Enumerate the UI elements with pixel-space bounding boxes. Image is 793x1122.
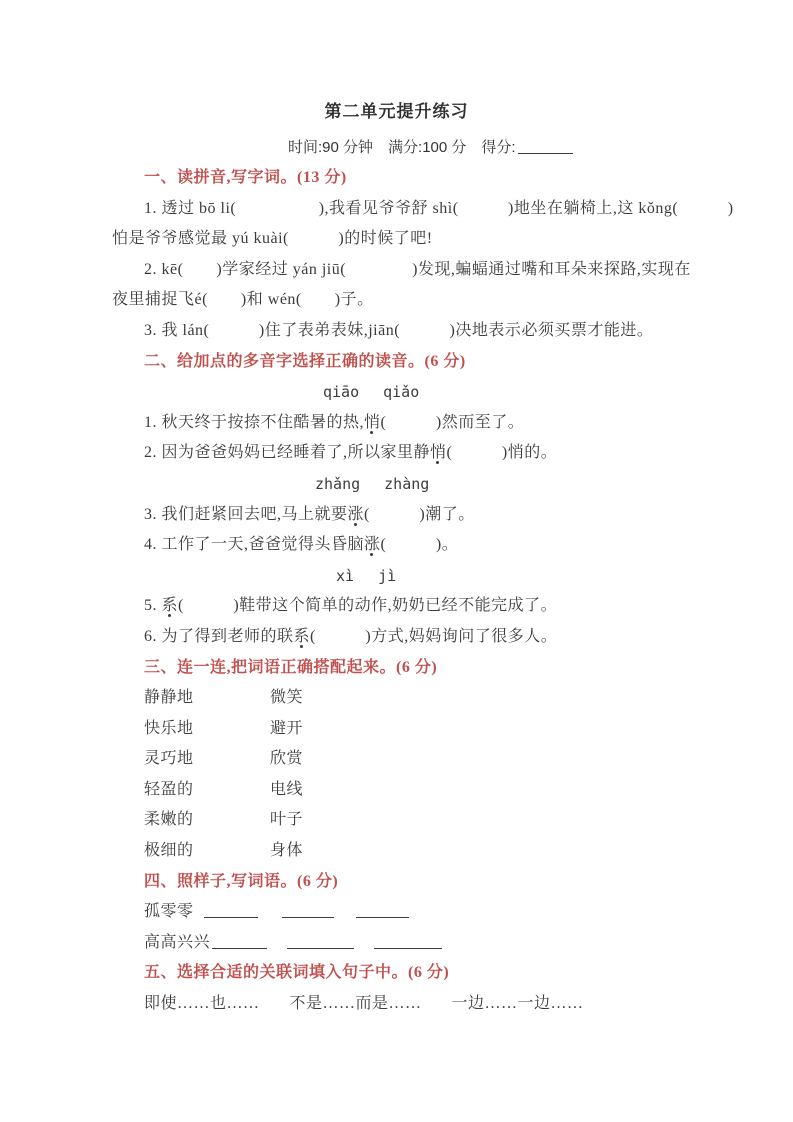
section-2-question-6 — [0, 622, 793, 653]
section-3-heading: 三、连一连,把词语正确搭配起来。(6 分) — [144, 658, 438, 676]
match-right-word: 身体 — [270, 842, 304, 860]
section-2-question-4 — [0, 530, 793, 561]
match-pair-row — [0, 836, 793, 867]
section-2-question-5 — [0, 591, 793, 622]
pinyin-option: qiǎo — [383, 383, 420, 402]
section-5-heading: 五、选择合适的关联词填入句子中。(6 分) — [144, 964, 450, 982]
pinyin-hint-row-1 — [0, 377, 793, 408]
question-text: ( )潮了。 — [364, 505, 475, 523]
word-example-row — [0, 897, 793, 928]
pinyin-hint-row-2 — [0, 469, 793, 500]
section-1-question-3: 3. 我 lán( )住了表弟表妹,jiān( )决地表示必须买票才能进。 — [144, 321, 654, 339]
dotted-char: 系 — [293, 627, 311, 645]
pinyin-option: qiāo — [323, 383, 360, 402]
conjunction-option: 即使……也…… — [144, 995, 260, 1013]
pinyin-option: zhàng — [384, 474, 430, 493]
answer-blank — [204, 901, 258, 918]
match-left-word: 灵巧地 — [144, 750, 194, 768]
match-pair-row — [0, 683, 793, 714]
exam-info-text: 时间:90 分钟 满分:100 分 得分: — [288, 139, 516, 156]
example-word: 孤零零 — [144, 903, 194, 921]
pinyin-option: jì — [378, 566, 397, 585]
question-text: 5. — [144, 597, 162, 615]
section-2-question-3 — [0, 500, 793, 531]
match-right-word: 电线 — [270, 780, 304, 798]
match-left-word: 柔嫩的 — [144, 811, 194, 829]
match-right-word: 欣赏 — [270, 750, 304, 768]
match-right-word: 微笑 — [270, 689, 304, 707]
question-text: 2. 因为爸爸妈妈已经睡着了,所以家里静 — [144, 444, 431, 462]
word-example-row — [0, 928, 793, 959]
match-left-word: 轻盈的 — [144, 780, 194, 798]
match-pair-row — [0, 805, 793, 836]
answer-blank — [356, 901, 409, 918]
question-text: ( )。 — [380, 536, 459, 554]
question-text: ( )悄的。 — [446, 444, 558, 462]
match-pair-row — [0, 775, 793, 806]
pinyin-option: xì — [336, 566, 355, 585]
section-1-question-2-line-2: 夜里捕捉飞é( )和 wén( )子。 — [112, 291, 374, 309]
section-2-question-1 — [0, 408, 793, 439]
exam-body — [0, 163, 793, 1020]
section-2-heading: 二、给加点的多音字选择正确的读音。(6 分) — [144, 352, 466, 370]
answer-blank — [374, 932, 442, 949]
question-text: 1. 秋天终于按捺不住酷暑的热, — [144, 413, 365, 431]
answer-blank — [282, 901, 334, 918]
answer-blank — [287, 932, 354, 949]
conjunction-option: 不是……而是…… — [289, 995, 422, 1013]
match-left-word: 快乐地 — [144, 719, 194, 737]
score-blank — [518, 137, 573, 154]
section-1-question-1-line-2: 怕是爷爷感觉最 yú kuài( )的时候了吧! — [112, 230, 433, 248]
question-text: ( )然而至了。 — [380, 413, 525, 431]
exam-info-line — [0, 133, 793, 163]
match-right-word: 避开 — [270, 719, 304, 737]
pinyin-hint-row-3 — [0, 561, 793, 592]
section-4-heading: 四、照样子,写词语。(6 分) — [144, 872, 339, 890]
question-text: ( )方式,妈妈询问了很多人。 — [310, 627, 558, 645]
match-left-word: 极细的 — [144, 842, 194, 860]
question-text: 4. 工作了一天,爸爸觉得头昏脑 — [144, 536, 365, 554]
question-text: 3. 我们赶紧回去吧,马上就要 — [144, 505, 348, 523]
dotted-char: 涨 — [347, 505, 365, 523]
section-1-question-2-line-1: 2. kē( )学家经过 yán jiū( )发现,蝙蝠通过嘴和耳朵来探路,实现在 — [144, 260, 691, 278]
match-right-word: 叶子 — [270, 811, 304, 829]
conjunction-option: 一边……一边…… — [451, 995, 584, 1013]
dotted-char: 悄 — [364, 413, 381, 431]
question-text: 6. 为了得到老师的联 — [144, 627, 294, 645]
match-left-word: 静静地 — [144, 689, 194, 707]
example-word: 高高兴兴 — [144, 933, 211, 951]
answer-blank — [212, 932, 267, 949]
exam-title: 第二单元提升练习 — [324, 102, 469, 121]
dotted-char: 涨 — [364, 536, 381, 554]
section-1-heading: 一、读拼音,写字词。(13 分) — [144, 169, 347, 186]
question-text: ( )鞋带这个简单的动作,奶奶已经不能完成了。 — [178, 597, 558, 615]
dotted-char: 悄 — [430, 444, 447, 462]
conjunction-options-row — [0, 989, 793, 1020]
match-pair-row — [0, 744, 793, 775]
match-pair-row — [0, 714, 793, 745]
dotted-char: 系 — [161, 597, 179, 615]
section-1-question-1-line-1: 1. 透过 bō li( ),我看见爷爷舒 shì( )地坐在躺椅上,这 kǒng( ) — [144, 199, 734, 217]
section-2-question-2 — [0, 438, 793, 469]
pinyin-option: zhǎng — [315, 474, 361, 493]
